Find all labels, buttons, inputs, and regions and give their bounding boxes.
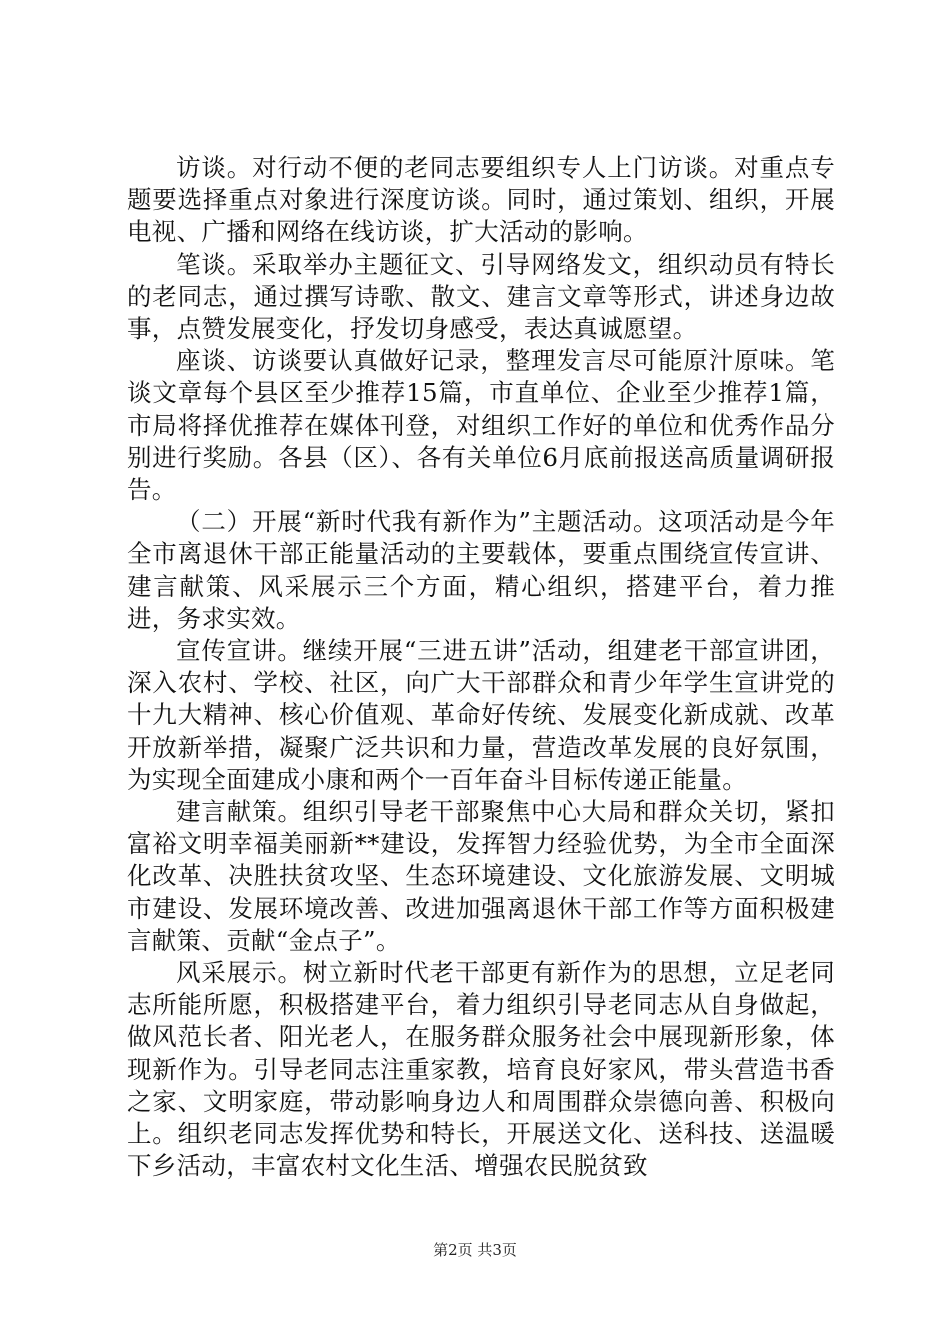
paragraph-showcase: 风采展示。树立新时代老干部更有新作为的思想，立足老同志所能所愿，积极搭建平台，着力组织引导老同志从自身做起，做风范长者、阳光老人，在服务群众服务社会中展现新形象，体现新作为。引导老同志注重家教，培育良好家风，带头营造书香之家、文明家庭，带动影响身边人和周围群众崇德向善、积极向上。组织老同志发挥优势和特长，开展送文化、送科技、送温暖下乡活动，丰富农村文化生活、增强农民脱贫致 — [127, 958, 835, 1181]
paragraph-interview: 访谈。对行动不便的老同志要组织专人上门访谈。对重点专题要选择重点对象进行深度访谈。同时，通过策划、组织，开展电视、广播和网络在线访谈，扩大活动的影响。 — [127, 153, 835, 247]
document-body — [127, 152, 835, 1183]
paragraph-advice: 建言献策。组织引导老干部聚焦中心大局和群众关切，紧扣富裕文明幸福美丽新**建设，发挥智力经验优势，为全市全面深化改革、决胜扶贫攻坚、生态环境建设、文化旅游发展、文明城市建设、发展环境改善、改进加强离退休干部工作等方面积极建言献策、贡献“金点子”。 — [127, 797, 835, 955]
paragraph-theme-activity: （二）开展“新时代我有新作为”主题活动。这项活动是今年全市离退休干部正能量活动的主要载体，要重点围绕宣传宣讲、建言献策、风采展示三个方面，精心组织，搭建平台，着力推进，务求实效。 — [127, 507, 835, 633]
paragraph-written-talk: 笔谈。采取举办主题征文、引导网络发文，组织动员有特长的老同志，通过撰写诗歌、散文、建言文章等形式，讲述身边故事，点赞发展变化，抒发切身感受，表达真诚愿望。 — [127, 249, 835, 344]
page-number-footer: 第2页 共3页 — [433, 1241, 517, 1259]
paragraph-publicity: 宣传宣讲。继续开展“三进五讲”活动，组建老干部宣讲团，深入农村、学校、社区，向广大干部群众和青少年学生宣讲党的十九大精神、核心价值观、革命好传统、发展变化新成就、改革开放新举措，凝聚广泛共识和力量，营造改革发展的良好氛围，为实现全面建成小康和两个一百年奋斗目标传递正能量。 — [127, 636, 835, 794]
paragraph-records-requirement: 座谈、访谈要认真做好记录，整理发言尽可能原汁原味。笔谈文章每个县区至少推荐15篇，市直单位、企业至少推荐1篇，市局将择优推荐在媒体刊登，对组织工作好的单位和优秀作品分别进行奖励。各县（区）、各有关单位6月底前报送高质量调研报告。 — [127, 346, 835, 505]
